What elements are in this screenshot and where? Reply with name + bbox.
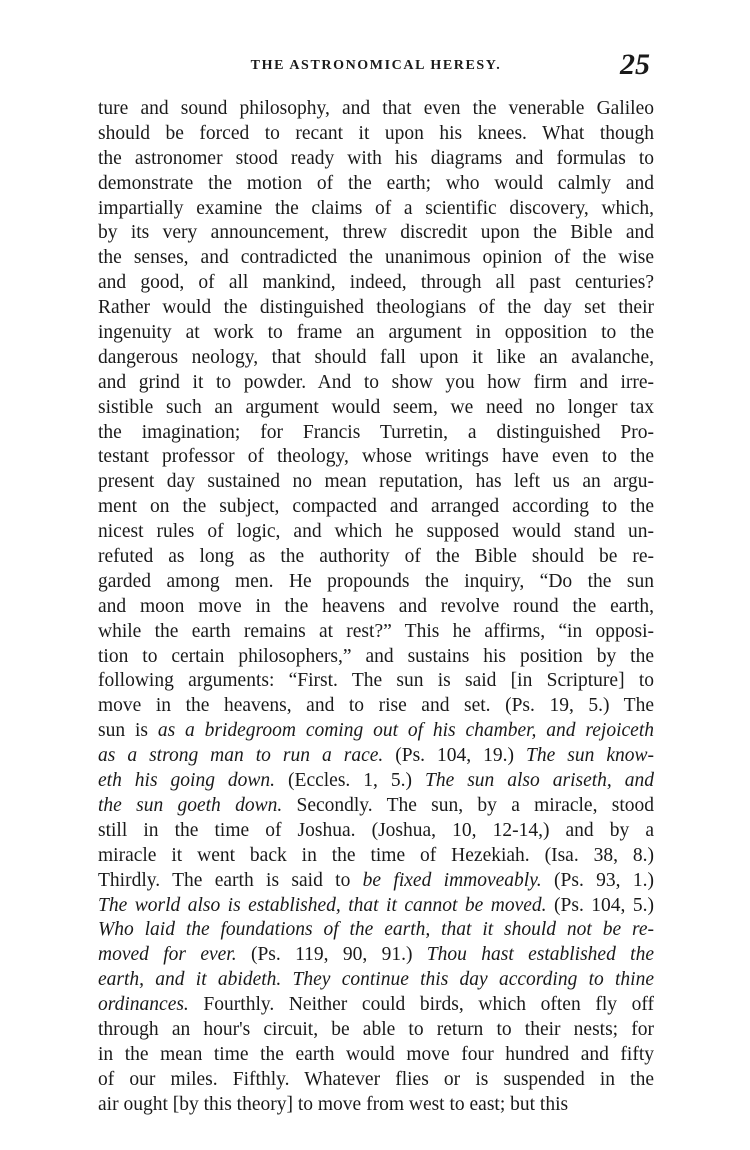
italic-text: the sun goeth down. xyxy=(98,794,283,816)
text-segment: should be forced to recant it upon his knees. What though xyxy=(98,122,654,144)
text-segment: by its very announcement, threw discredit upon the Bible and xyxy=(98,222,654,244)
text-segment: Secondly. The sun, by a miracle, stood xyxy=(282,794,654,816)
text-segment: (Ps. 93, 1.) xyxy=(541,869,654,891)
text-line xyxy=(98,794,654,819)
text-segment: (Ps. 104, 5.) xyxy=(546,894,655,916)
italic-text: They continue this day according to thine xyxy=(292,969,654,991)
italic-text: earth, and it abideth. xyxy=(98,969,282,991)
text-line xyxy=(98,421,654,446)
text-segment: through an hour's circuit, be able to return to their nests; for xyxy=(98,1018,654,1040)
text-line xyxy=(98,819,654,844)
text-segment: ingenuity at work to frame an argument in opposition to the xyxy=(98,322,654,344)
text-line xyxy=(98,1018,654,1043)
text-line xyxy=(98,346,654,371)
italic-text: Who laid the foundations of the earth, that it should not be re- xyxy=(98,919,654,941)
text-segment: (Ps. 119, 90, 91.) xyxy=(236,944,427,966)
body-text xyxy=(98,97,654,1118)
text-line xyxy=(98,570,654,595)
text-line xyxy=(98,147,654,172)
text-line xyxy=(98,620,654,645)
text-segment: ment on the subject, compacted and arranged according to the xyxy=(98,496,654,518)
running-head: THE ASTRONOMICAL HERESY. xyxy=(250,58,502,73)
text-line xyxy=(98,1093,654,1118)
text-segment: miracle it went back in the time of Hezekiah. (Isa. 38, 8.) xyxy=(98,844,654,866)
text-segment: following arguments: “First. The sun is said [in Scripture] to xyxy=(98,670,654,692)
italic-text: as a bridegroom coming out of his chamber, and rejoiceth xyxy=(157,720,654,742)
italic-text: ordinances. xyxy=(98,994,189,1016)
text-line xyxy=(98,445,654,470)
text-line xyxy=(98,1068,654,1093)
text-segment: garded among men. He propounds the inquiry, “Do the sun xyxy=(98,570,654,592)
text-segment: of our miles. Fifthly. Whatever flies or is suspended in the xyxy=(98,1068,654,1090)
text-line xyxy=(98,371,654,396)
text-line xyxy=(98,495,654,520)
italic-text: be fixed immoveably. xyxy=(362,869,542,891)
text-segment: testant professor of theology, whose writings have even to the xyxy=(98,446,654,468)
text-segment xyxy=(281,969,292,990)
text-segment: tion to certain philosophers,” and sustains his position by the xyxy=(98,645,654,667)
text-segment: (Ps. 104, 19.) xyxy=(383,745,527,767)
text-segment: the imagination; for Francis Turretin, a distinguished Pro- xyxy=(98,421,654,443)
text-segment: in the mean time the earth would move four hundred and fifty xyxy=(98,1043,654,1065)
text-segment: and moon move in the heavens and revolve round the earth, xyxy=(98,595,654,617)
italic-text: The sun know- xyxy=(526,745,655,767)
text-line xyxy=(98,172,654,197)
text-segment: while the earth remains at rest?” This he affirms, “in opposi- xyxy=(98,620,654,642)
text-line xyxy=(98,968,654,993)
italic-text: eth his going down. xyxy=(98,770,276,792)
text-line xyxy=(98,296,654,321)
text-line xyxy=(98,943,654,968)
page-header xyxy=(98,50,654,90)
text-segment: present day sustained no mean reputation, has left us an argu- xyxy=(98,471,654,493)
text-segment: demonstrate the motion of the earth; who would calmly and xyxy=(98,172,654,194)
italic-text: The sun also ariseth, and xyxy=(424,770,655,792)
text-line xyxy=(98,869,654,894)
text-line xyxy=(98,894,654,919)
italic-text: moved for ever. xyxy=(98,944,237,966)
text-segment: impartially examine the claims of a scientific discovery, which, xyxy=(98,197,654,219)
text-segment: and good, of all mankind, indeed, through all past centuries? xyxy=(98,272,654,294)
text-line xyxy=(98,769,654,794)
text-line xyxy=(98,97,654,122)
text-line xyxy=(98,595,654,620)
text-segment: air ought [by this theory] to move from west to east; but this xyxy=(98,1093,569,1115)
text-line xyxy=(98,744,654,769)
text-line xyxy=(98,669,654,694)
italic-text: The world also is established, that it cannot be moved. xyxy=(98,894,547,916)
text-line xyxy=(98,545,654,570)
text-segment: Fourthly. Neither could birds, which often fly off xyxy=(188,994,654,1016)
text-line xyxy=(98,719,654,744)
text-segment: dangerous neology, that should fall upon it like an avalanche, xyxy=(98,346,654,368)
text-line xyxy=(98,645,654,670)
text-line xyxy=(98,918,654,943)
text-segment: the astronomer stood ready with his diagrams and formulas to xyxy=(98,147,654,169)
text-segment: Rather would the distinguished theologians of the day set their xyxy=(98,297,654,319)
text-line xyxy=(98,694,654,719)
italic-text: Thou hast established the xyxy=(426,944,654,966)
text-line xyxy=(98,246,654,271)
text-segment: still in the time of Joshua. (Joshua, 10, 12-14,) and by a xyxy=(98,819,654,841)
text-line xyxy=(98,520,654,545)
text-line xyxy=(98,993,654,1018)
text-segment: Thirdly. The earth is said to xyxy=(98,869,363,891)
text-line xyxy=(98,271,654,296)
text-line xyxy=(98,844,654,869)
page-number: 25 xyxy=(620,48,650,81)
text-segment: sistible such an argument would seem, we need no longer tax xyxy=(98,396,654,418)
text-line xyxy=(98,1043,654,1068)
text-segment: refuted as long as the authority of the Bible should be re- xyxy=(98,546,654,568)
italic-text: as a strong man to run a race. xyxy=(98,745,384,767)
text-line xyxy=(98,122,654,147)
text-segment: and grind it to powder. And to show you how firm and irre- xyxy=(98,371,654,393)
text-segment: sun is xyxy=(98,720,158,742)
text-segment: the senses, and contradicted the unanimous opinion of the wise xyxy=(98,247,654,269)
text-line xyxy=(98,470,654,495)
text-line xyxy=(98,321,654,346)
text-line xyxy=(98,221,654,246)
text-segment: ture and sound philosophy, and that even the venerable Galileo xyxy=(98,98,654,119)
text-line xyxy=(98,197,654,222)
text-segment: nicest rules of logic, and which he supposed would stand un- xyxy=(98,521,654,543)
text-segment: move in the heavens, and to rise and set. (Ps. 19, 5.) The xyxy=(98,695,654,717)
text-segment: (Eccles. 1, 5.) xyxy=(275,770,425,792)
text-line xyxy=(98,396,654,421)
